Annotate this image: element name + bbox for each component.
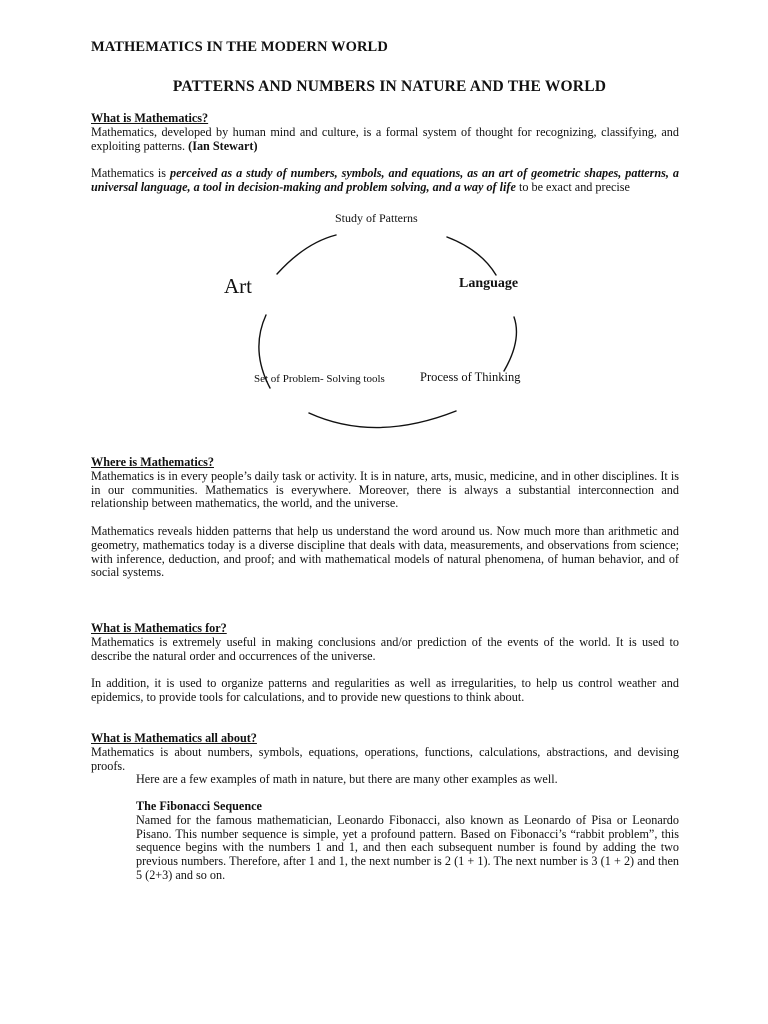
- label-art: Art: [224, 274, 252, 298]
- paragraph: Named for the famous mathematician, Leonardo Fibonacci, also known as Leonardo of Pisa or Leonardo Pisano. This number sequence is simple, yet a profound pattern. Based on Fibonacci’s “rabbit problem”, this sequence begins with the numbers 1 and 1, and then each subsequent number is found by adding the two previous numbers. Therefore, after 1 and 1, the next number is 2 (1 + 1). The next number is 3 (1 + 2) and then 5 (2+3) and so on.: [136, 812, 679, 882]
- perceived-paragraph: [91, 167, 679, 195]
- arc-top-left: [277, 235, 336, 274]
- section-what-is: [91, 112, 679, 153]
- paragraph: Mathematics is about numbers, symbols, equations, operations, functions, calculations, abstractions, and devising proofs.: [91, 744, 679, 773]
- paragraph-indented: Here are a few examples of math in nature, but there are many other examples as well.: [136, 772, 558, 787]
- section-where-is: [91, 456, 679, 511]
- section-heading: What is Mathematics for?: [91, 621, 227, 635]
- label-process-of-thinking: Process of Thinking: [420, 370, 521, 384]
- paragraph: Mathematics is extremely useful in making conclusions and/or prediction of the events of the world. It is used to describe the natural order and occurrences of the universe.: [91, 634, 679, 663]
- citation: (Ian Stewart): [188, 138, 258, 153]
- perceived-suffix: to be exact and precise: [515, 179, 630, 194]
- arc-right: [504, 317, 516, 371]
- paragraph: Mathematics reveals hidden patterns that help us understand the word around us. Now much more than arithmetic and geometry, mathematics today is a diverse discipline that deals with data, measurements, and observations from science; with inference, deduction, and proof; and with mathematical models of natural phenomena, of human behavior, and of social systems.: [91, 524, 679, 580]
- section-heading: Where is Mathematics?: [91, 455, 214, 469]
- perceived-prefix: Mathematics is: [91, 166, 170, 180]
- section-heading: The Fibonacci Sequence: [136, 799, 262, 813]
- definition-paragraph: [91, 126, 679, 154]
- arc-bottom: [309, 411, 456, 428]
- module-title: PATTERNS AND NUMBERS IN NATURE AND THE WORLD: [172, 78, 607, 95]
- section-heading: What is Mathematics all about?: [91, 731, 257, 745]
- paragraph: Mathematics is in every people’s daily task or activity. It is in nature, arts, music, medicine, and in other disciplines. It is in our communities. Mathematics is everywhere. Moreover, there is always a substantial interconnection and relationship between mathematics, the world, and the universe.: [91, 468, 679, 511]
- mathematics-cycle-diagram: [240, 225, 540, 445]
- arc-top-right: [447, 237, 496, 275]
- label-study-of-patterns: Study of Patterns: [335, 211, 418, 225]
- section-heading: What is Mathematics?: [91, 111, 209, 125]
- definition-text: Mathematics, developed by human mind and culture, is a formal system of thought for recognizing, classifying, and exploiting patterns.: [91, 124, 679, 153]
- section-all-about: [91, 732, 679, 787]
- perceived-emphasis: perceived as a study of numbers, symbols, and equations, as an art of geometric shapes, patterns, a universal language, a tool in decision-making and problem solving, and a way of life: [91, 166, 680, 194]
- section-fibonacci: [136, 800, 679, 883]
- label-problem-solving-tools: Set of Problem- Solving tools: [254, 373, 385, 385]
- course-title: MATHEMATICS IN THE MODERN WORLD: [91, 39, 388, 55]
- section-what-for: [91, 622, 679, 663]
- label-language: Language: [459, 276, 519, 291]
- paragraph: In addition, it is used to organize patterns and regularities as well as irregularities, to help us control weather and epidemics, to provide tools for calculations, and to provide new questions to think about.: [91, 676, 679, 704]
